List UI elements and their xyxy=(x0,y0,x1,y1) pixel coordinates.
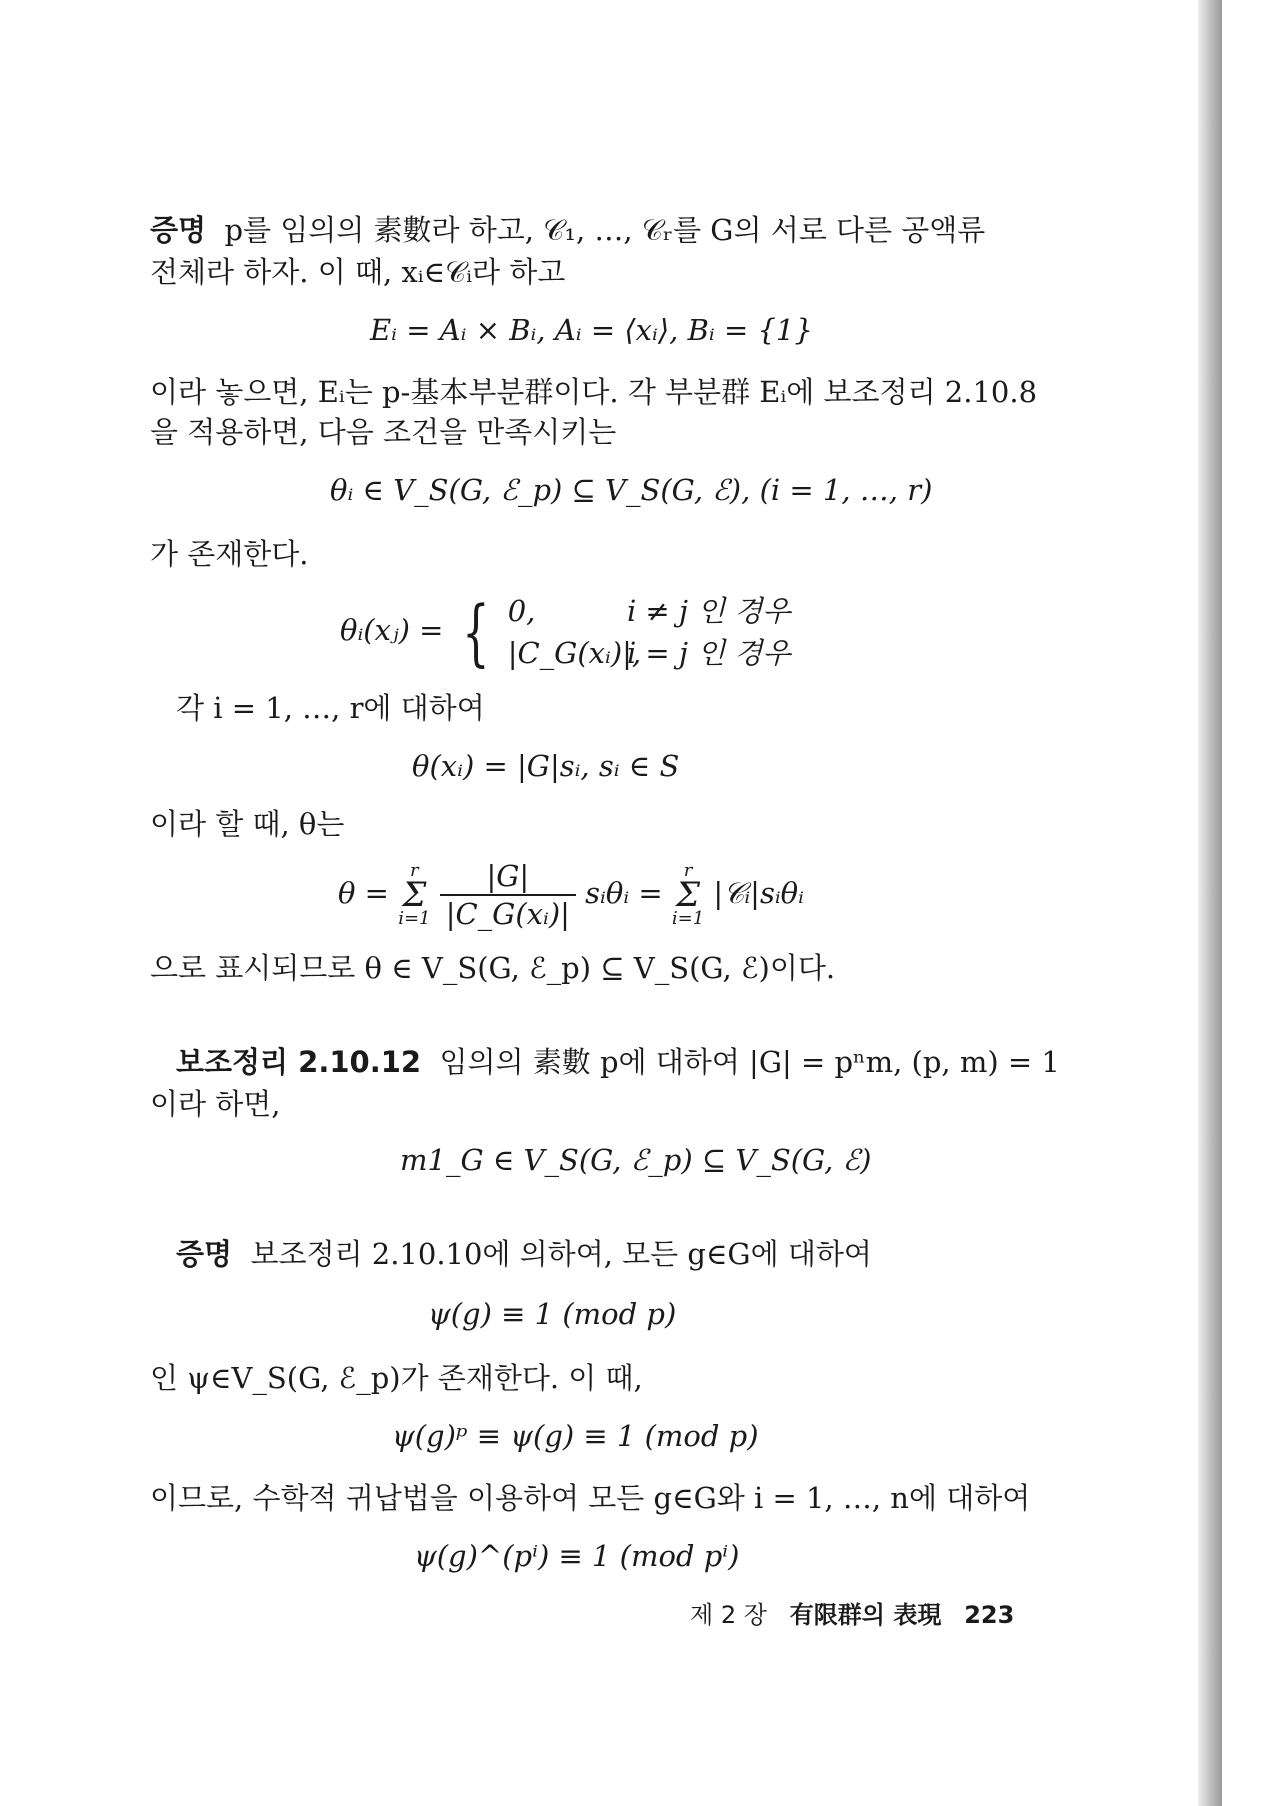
lemma-line1 xyxy=(176,1044,1060,1080)
fraction-denominator: |C_G(xᵢ)| xyxy=(445,897,570,931)
sum-rhs: |𝒞ᵢ|sᵢθᵢ xyxy=(713,876,804,910)
proof2-line3: 이므로, 수학적 귀납법을 이용하여 모든 g∈G와 i = 1, …, n에 대하여 xyxy=(150,1481,1031,1515)
proof1-line4: 을 적용하면, 다음 조건을 만족시키는 xyxy=(150,415,617,449)
proof2-line1 xyxy=(176,1236,872,1272)
footer-chapter: 제 2 장 xyxy=(690,1601,767,1629)
case2-condition: i = j 인 경우 xyxy=(626,636,791,670)
equation-cases xyxy=(340,590,790,674)
equation-psi-power: ψ(g)ᵖ ≡ ψ(g) ≡ 1 (mod p) xyxy=(392,1419,759,1453)
proof1-line5: 가 존재한다. xyxy=(150,537,309,571)
proof2-line2: 인 ψ∈V_S(G, ℰ_p)가 존재한다. 이 때, xyxy=(150,1361,643,1395)
equation-e-i: Eᵢ = Aᵢ × Bᵢ, Aᵢ = ⟨xᵢ⟩, Bᵢ = {1} xyxy=(370,313,813,347)
page-fold-shadow xyxy=(1198,0,1222,1806)
equation-theta-sum xyxy=(338,858,804,932)
proof1-line7: 이라 할 때, θ는 xyxy=(150,807,345,841)
case1-condition: i ≠ j 인 경우 xyxy=(626,594,791,628)
page-number: 223 xyxy=(964,1601,1015,1629)
proof1-heading: 증명 xyxy=(150,213,207,247)
lemma-heading: 보조정리 2.10.12 xyxy=(176,1045,422,1079)
sum-symbol-1: r Σ i=1 xyxy=(398,860,431,929)
proof1-line3: 이라 놓으면, Eᵢ는 p-基本부분群이다. 각 부분群 Eᵢ에 보조정리 2.10.8 xyxy=(150,375,1038,409)
equation-psi-pi: ψ(g)^(pⁱ) ≡ 1 (mod pⁱ) xyxy=(414,1539,740,1573)
sum-lhs: θ = xyxy=(338,876,389,910)
case2-value: |C_G(xᵢ)|, xyxy=(507,636,642,670)
equation-psi-mod: ψ(g) ≡ 1 (mod p) xyxy=(428,1297,677,1331)
lemma-text1: 임의의 素數 p에 대하여 |G| = pⁿm, (p, m) = 1 xyxy=(439,1045,1060,1079)
sum-mid: sᵢθᵢ = xyxy=(585,876,663,910)
fraction xyxy=(440,858,576,932)
case1-value: 0, xyxy=(507,594,536,628)
cases-lhs: θᵢ(xⱼ) = xyxy=(340,613,444,647)
proof1-line8: 으로 표시되므로 θ ∈ V_S(G, ℰ_p) ⊆ V_S(G, ℰ)이다. xyxy=(150,951,836,985)
equation-theta-x: θ(xᵢ) = |G|sᵢ, sᵢ ∈ S xyxy=(412,749,680,783)
left-brace: { xyxy=(461,590,490,674)
equation-theta-i: θᵢ ∈ V_S(G, ℰ_p) ⊆ V_S(G, ℰ), (i = 1, …, r) xyxy=(330,473,933,507)
proof1-line1 xyxy=(150,212,985,248)
proof1-line2: 전체라 하자. 이 때, xᵢ∈𝒞ᵢ라 하고 xyxy=(150,255,566,289)
sum-symbol-2: r Σ i=1 xyxy=(671,860,705,929)
proof2-text1: 보조정리 2.10.10에 의하여, 모든 g∈G에 대하여 xyxy=(250,1237,872,1271)
footer-title: 有限群의 表現 xyxy=(789,1601,942,1629)
proof2-heading: 증명 xyxy=(176,1237,233,1271)
page-footer xyxy=(690,1600,1014,1630)
lemma-line2: 이라 하면, xyxy=(150,1087,281,1121)
fraction-numerator: |G| xyxy=(440,858,576,896)
equation-m1g: m1_G ∈ V_S(G, ℰ_p) ⊆ V_S(G, ℰ) xyxy=(400,1143,872,1177)
proof1-line6: 각 i = 1, …, r에 대하여 xyxy=(176,691,485,725)
proof1-text1: p를 임의의 素數라 하고, 𝒞₁, …, 𝒞ᵣ를 G의 서로 다른 공액류 xyxy=(224,213,986,247)
cases-block xyxy=(508,590,791,674)
